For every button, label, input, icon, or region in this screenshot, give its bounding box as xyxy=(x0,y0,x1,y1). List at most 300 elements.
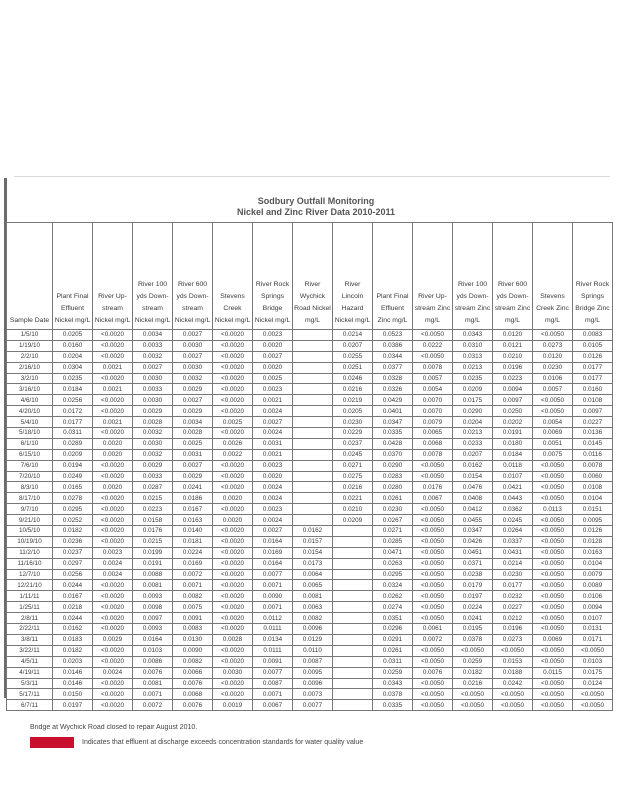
table-cell: 0.0162 xyxy=(293,526,333,537)
table-cell: 0.0311 xyxy=(53,428,93,439)
table-row xyxy=(7,667,613,678)
table-cell: 0.0071 xyxy=(253,689,293,700)
table-cell: 0.0108 xyxy=(573,482,613,493)
table-cell: 0.0066 xyxy=(173,667,213,678)
table-cell: <0.0050 xyxy=(413,689,453,700)
table-cell: 0.0199 xyxy=(133,547,173,558)
table-cell: 0.0078 xyxy=(413,362,453,373)
table-cell: 0.0020 xyxy=(93,438,133,449)
table-cell: 0.0079 xyxy=(573,569,613,580)
table-cell: 0.0072 xyxy=(133,700,173,711)
table-cell xyxy=(293,373,333,384)
table-cell: <0.0050 xyxy=(413,526,453,537)
table-cell: 0.0175 xyxy=(573,667,613,678)
table-cell: 0.0203 xyxy=(53,656,93,667)
table-cell: 0.0030 xyxy=(133,373,173,384)
table-cell: 0.0244 xyxy=(53,580,93,591)
table-cell: 0.0241 xyxy=(453,613,493,624)
table-cell: 0.0027 xyxy=(253,526,293,537)
data-table xyxy=(6,222,613,711)
table-cell: 0.0177 xyxy=(53,417,93,428)
table-cell: 0.0107 xyxy=(493,471,533,482)
table-cell: 0.0249 xyxy=(53,471,93,482)
table-cell: 0.0164 xyxy=(253,558,293,569)
sample-date-cell: 3/2/10 xyxy=(7,373,53,384)
table-cell: 0.0169 xyxy=(253,547,293,558)
table-cell: 0.0183 xyxy=(53,634,93,645)
table-cell: <0.0050 xyxy=(573,700,613,711)
table-cell: 0.0227 xyxy=(493,602,533,613)
table-row xyxy=(7,515,613,526)
table-cell: 0.0177 xyxy=(573,373,613,384)
table-cell: 0.0029 xyxy=(173,406,213,417)
table-cell: <0.0050 xyxy=(533,547,573,558)
table-cell: 0.0126 xyxy=(573,526,613,537)
table-cell: 0.0176 xyxy=(413,482,453,493)
table-cell: 0.0351 xyxy=(373,613,413,624)
table-cell: 0.0057 xyxy=(413,373,453,384)
table-cell: 0.0264 xyxy=(493,526,533,537)
table-cell: 0.0205 xyxy=(333,406,373,417)
table-cell: <0.0020 xyxy=(213,624,253,635)
table-cell: <0.0050 xyxy=(413,602,453,613)
table-cell: 0.0136 xyxy=(573,428,613,439)
table-cell: 0.0343 xyxy=(453,330,493,341)
table-cell: 0.0030 xyxy=(213,667,253,678)
column-header: Sample Date xyxy=(7,223,53,330)
table-cell: 0.0020 xyxy=(213,515,253,526)
table-cell: <0.0050 xyxy=(533,678,573,689)
table-cell xyxy=(333,678,373,689)
legend-text: Indicates that effluent at discharge exceeds concentration standards for water quality value xyxy=(82,739,364,746)
table-cell: 0.0451 xyxy=(453,547,493,558)
table-cell: 0.0426 xyxy=(453,536,493,547)
table-row xyxy=(7,700,613,711)
table-cell xyxy=(333,547,373,558)
table-row xyxy=(7,471,613,482)
sample-date-cell: 4/6/10 xyxy=(7,395,53,406)
table-cell xyxy=(333,569,373,580)
table-cell: <0.0050 xyxy=(533,645,573,656)
title-block xyxy=(126,196,506,218)
sample-date-cell: 11/2/10 xyxy=(7,547,53,558)
table-cell: 0.0335 xyxy=(373,428,413,439)
table-cell: 0.0246 xyxy=(333,373,373,384)
table-cell xyxy=(333,624,373,635)
table-cell: <0.0020 xyxy=(213,526,253,537)
table-cell: <0.0050 xyxy=(533,526,573,537)
table-cell: 0.0023 xyxy=(253,460,293,471)
table-cell: 0.0235 xyxy=(453,373,493,384)
table-cell xyxy=(333,580,373,591)
table-cell: 0.0061 xyxy=(413,624,453,635)
table-cell: 0.0163 xyxy=(573,547,613,558)
table-cell: 0.0150 xyxy=(53,689,93,700)
sample-date-cell: 2/2/10 xyxy=(7,351,53,362)
table-cell: 0.0069 xyxy=(533,428,573,439)
table-cell: 0.0072 xyxy=(173,569,213,580)
table-cell: <0.0050 xyxy=(533,689,573,700)
table-cell: 0.0296 xyxy=(373,624,413,635)
table-cell: 0.0023 xyxy=(253,330,293,341)
table-cell: <0.0050 xyxy=(413,504,453,515)
table-cell: 0.0207 xyxy=(453,449,493,460)
table-cell: 0.0197 xyxy=(53,700,93,711)
table-cell: 0.0347 xyxy=(453,526,493,537)
table-cell: 0.0071 xyxy=(253,602,293,613)
footnote: Bridge at Wychick Road closed to repair August 2010. xyxy=(30,724,198,731)
table-cell: 0.0197 xyxy=(453,591,493,602)
table-cell: 0.0032 xyxy=(133,449,173,460)
table-cell: 0.0095 xyxy=(293,667,333,678)
table-cell: 0.0067 xyxy=(253,700,293,711)
table-cell: 0.0184 xyxy=(493,449,533,460)
table-cell: 0.0032 xyxy=(133,428,173,439)
table-cell: 0.0362 xyxy=(493,504,533,515)
table-cell: <0.0020 xyxy=(93,471,133,482)
table-cell: 0.0401 xyxy=(373,406,413,417)
table-cell: <0.0020 xyxy=(213,460,253,471)
table-cell: <0.0020 xyxy=(93,340,133,351)
table-body xyxy=(7,330,613,711)
table-cell: 0.0230 xyxy=(533,362,573,373)
table-cell: 0.0191 xyxy=(493,428,533,439)
table-cell: 0.0097 xyxy=(493,395,533,406)
table-cell: 0.0027 xyxy=(133,362,173,373)
table-cell: 0.0081 xyxy=(293,591,333,602)
table-cell: <0.0020 xyxy=(93,580,133,591)
table-cell: <0.0050 xyxy=(453,645,493,656)
table-cell: <0.0050 xyxy=(413,536,453,547)
table-cell: 0.0209 xyxy=(453,384,493,395)
table-cell: 0.0241 xyxy=(173,482,213,493)
table-row xyxy=(7,428,613,439)
table-cell: 0.0153 xyxy=(493,656,533,667)
table-row xyxy=(7,689,613,700)
table-cell: 0.0072 xyxy=(413,634,453,645)
table-cell: 0.0177 xyxy=(573,362,613,373)
table-cell: 0.0180 xyxy=(493,438,533,449)
sample-date-cell: 11/16/10 xyxy=(7,558,53,569)
table-cell: <0.0020 xyxy=(93,460,133,471)
table-cell: 0.0224 xyxy=(173,547,213,558)
table-row xyxy=(7,362,613,373)
table-cell: <0.0020 xyxy=(213,689,253,700)
table-cell: 0.0077 xyxy=(253,569,293,580)
table-cell: 0.0090 xyxy=(253,591,293,602)
table-cell: 0.0145 xyxy=(573,438,613,449)
table-cell: 0.0071 xyxy=(133,689,173,700)
table-cell: 0.0034 xyxy=(133,330,173,341)
table-cell xyxy=(293,504,333,515)
table-row xyxy=(7,656,613,667)
table-cell xyxy=(333,634,373,645)
table-cell: <0.0050 xyxy=(493,700,533,711)
table-cell: <0.0020 xyxy=(213,384,253,395)
sample-date-cell: 10/5/10 xyxy=(7,526,53,537)
table-cell xyxy=(333,526,373,537)
table-cell xyxy=(333,645,373,656)
sample-date-cell: 8/3/10 xyxy=(7,482,53,493)
table-cell: <0.0050 xyxy=(573,689,613,700)
sample-date-cell: 3/16/10 xyxy=(7,384,53,395)
table-cell: <0.0020 xyxy=(213,678,253,689)
table-cell: 0.0070 xyxy=(413,395,453,406)
table-cell: <0.0020 xyxy=(213,362,253,373)
table-cell: 0.0091 xyxy=(173,613,213,624)
table-cell: 0.0236 xyxy=(53,536,93,547)
column-header: River Lincoln Hazard Nickel mg/L xyxy=(333,223,373,330)
table-cell: <0.0020 xyxy=(93,700,133,711)
table-cell: 0.0060 xyxy=(573,471,613,482)
table-cell: 0.0259 xyxy=(453,656,493,667)
table-cell: 0.0290 xyxy=(453,406,493,417)
table-cell: 0.0130 xyxy=(173,634,213,645)
top-border-rule xyxy=(14,176,610,177)
table-cell: 0.0230 xyxy=(493,569,533,580)
table-cell: <0.0020 xyxy=(93,515,133,526)
sample-date-cell: 1/19/10 xyxy=(7,340,53,351)
table-cell: 0.0111 xyxy=(253,624,293,635)
table-cell: <0.0020 xyxy=(213,482,253,493)
table-cell xyxy=(293,384,333,395)
column-header: Plant Final Effluent Zinc mg/L xyxy=(373,223,413,330)
table-cell: <0.0020 xyxy=(93,406,133,417)
table-row xyxy=(7,460,613,471)
column-header: River Wychick Road Nickel mg/L xyxy=(293,223,333,330)
table-cell xyxy=(293,340,333,351)
table-cell: 0.0188 xyxy=(493,667,533,678)
table-cell: 0.0103 xyxy=(133,645,173,656)
sample-date-cell: 3/8/11 xyxy=(7,634,53,645)
table-cell: 0.0230 xyxy=(373,504,413,515)
table-cell xyxy=(293,428,333,439)
table-cell: 0.0256 xyxy=(53,569,93,580)
table-cell: <0.0020 xyxy=(213,406,253,417)
table-row xyxy=(7,558,613,569)
table-cell: 0.0245 xyxy=(333,449,373,460)
table-cell: 0.0077 xyxy=(293,700,333,711)
table-cell: 0.0262 xyxy=(373,591,413,602)
table-cell: 0.0021 xyxy=(93,362,133,373)
column-header: River Rock Springs Bridge Zinc mg/L xyxy=(573,223,613,330)
table-cell: <0.0050 xyxy=(573,645,613,656)
table-cell: 0.0077 xyxy=(253,667,293,678)
table-cell: 0.0079 xyxy=(413,417,453,428)
table-cell: <0.0020 xyxy=(93,689,133,700)
table-cell: 0.0029 xyxy=(133,406,173,417)
table-cell: 0.0275 xyxy=(333,471,373,482)
table-cell: 0.0237 xyxy=(333,438,373,449)
table-cell xyxy=(333,689,373,700)
table-cell: 0.0157 xyxy=(293,536,333,547)
table-cell: 0.0020 xyxy=(253,471,293,482)
table-cell: <0.0050 xyxy=(533,591,573,602)
table-cell: <0.0050 xyxy=(533,536,573,547)
table-cell: 0.0162 xyxy=(53,624,93,635)
column-header: River 600 yds Down-stream Nickel mg/L xyxy=(173,223,213,330)
table-cell: 0.0173 xyxy=(293,558,333,569)
table-cell: 0.0412 xyxy=(453,504,493,515)
table-cell: 0.0120 xyxy=(493,330,533,341)
table-cell: 0.0054 xyxy=(533,417,573,428)
table-cell: <0.0020 xyxy=(93,656,133,667)
table-cell: 0.0523 xyxy=(373,330,413,341)
table-cell: 0.0146 xyxy=(53,678,93,689)
table-cell: 0.0027 xyxy=(173,395,213,406)
table-cell: 0.0371 xyxy=(453,558,493,569)
table-cell: 0.0326 xyxy=(373,384,413,395)
table-cell: 0.0160 xyxy=(53,340,93,351)
table-cell: <0.0050 xyxy=(533,471,573,482)
footer xyxy=(30,724,590,748)
table-cell: 0.0335 xyxy=(373,700,413,711)
table-cell: 0.0064 xyxy=(293,569,333,580)
table-cell: 0.0237 xyxy=(53,547,93,558)
table-cell: 0.0229 xyxy=(333,428,373,439)
sample-date-cell: 1/11/11 xyxy=(7,591,53,602)
table-cell: 0.0023 xyxy=(253,504,293,515)
table-cell: 0.0033 xyxy=(133,340,173,351)
table-row xyxy=(7,330,613,341)
table-cell: <0.0050 xyxy=(533,569,573,580)
table-cell: 0.0347 xyxy=(373,417,413,428)
sample-date-cell: 6/15/10 xyxy=(7,449,53,460)
table-cell: 0.0140 xyxy=(173,526,213,537)
table-cell: 0.0222 xyxy=(413,340,453,351)
table-cell: 0.0096 xyxy=(293,678,333,689)
table-cell: 0.0204 xyxy=(53,351,93,362)
table-cell: <0.0050 xyxy=(533,406,573,417)
table-cell: 0.0024 xyxy=(93,667,133,678)
table-cell: 0.0028 xyxy=(133,417,173,428)
table-cell: <0.0020 xyxy=(93,526,133,537)
sample-date-cell: 4/19/11 xyxy=(7,667,53,678)
table-cell: 0.0076 xyxy=(133,667,173,678)
table-row xyxy=(7,482,613,493)
table-cell: 0.0095 xyxy=(573,515,613,526)
table-cell: 0.0019 xyxy=(213,700,253,711)
table-cell xyxy=(333,536,373,547)
legend-swatch xyxy=(30,737,74,748)
table-cell: 0.0216 xyxy=(453,678,493,689)
table-cell: 0.0223 xyxy=(493,373,533,384)
sample-date-cell: 6/1/10 xyxy=(7,438,53,449)
sample-date-cell: 3/22/11 xyxy=(7,645,53,656)
table-cell: <0.0050 xyxy=(533,330,573,341)
table-cell: 0.0087 xyxy=(253,678,293,689)
table-cell: 0.0278 xyxy=(53,493,93,504)
sample-date-cell: 8/17/10 xyxy=(7,493,53,504)
table-row xyxy=(7,373,613,384)
table-cell: 0.0245 xyxy=(493,515,533,526)
table-cell: <0.0020 xyxy=(213,645,253,656)
table-cell: 0.0386 xyxy=(373,340,413,351)
table-cell: 0.0195 xyxy=(453,624,493,635)
table-cell: 0.0471 xyxy=(373,547,413,558)
table-cell: 0.0443 xyxy=(493,493,533,504)
table-cell: <0.0020 xyxy=(93,428,133,439)
table-cell: <0.0050 xyxy=(493,689,533,700)
document-title: Sodbury Outfall Monitoring xyxy=(257,196,375,206)
table-cell: 0.0027 xyxy=(253,417,293,428)
table-cell: 0.0244 xyxy=(53,613,93,624)
table-cell: 0.0151 xyxy=(573,504,613,515)
table-cell: 0.0054 xyxy=(413,384,453,395)
table-cell: <0.0020 xyxy=(213,656,253,667)
table-cell: 0.0267 xyxy=(373,515,413,526)
table-cell: 0.0216 xyxy=(333,384,373,395)
table-cell: <0.0050 xyxy=(413,558,453,569)
table-row xyxy=(7,351,613,362)
table-cell: 0.0215 xyxy=(133,493,173,504)
table-cell: 0.0295 xyxy=(53,504,93,515)
sample-date-cell: 6/7/11 xyxy=(7,700,53,711)
table-cell: 0.0026 xyxy=(213,438,253,449)
table-row xyxy=(7,536,613,547)
table-row xyxy=(7,417,613,428)
table-cell xyxy=(293,351,333,362)
sample-date-cell: 2/16/10 xyxy=(7,362,53,373)
table-cell: 0.0111 xyxy=(253,645,293,656)
table-cell: <0.0020 xyxy=(213,569,253,580)
table-cell: 0.0021 xyxy=(253,395,293,406)
table-cell: 0.0030 xyxy=(173,362,213,373)
table-cell xyxy=(293,406,333,417)
table-cell: 0.0378 xyxy=(373,689,413,700)
table-cell: 0.0083 xyxy=(573,330,613,341)
sample-date-cell: 7/20/10 xyxy=(7,471,53,482)
sample-date-cell: 9/7/10 xyxy=(7,504,53,515)
column-header: River Up-stream Nickel mg/L xyxy=(93,223,133,330)
table-cell: 0.0091 xyxy=(253,656,293,667)
table-cell xyxy=(293,471,333,482)
table-cell: 0.0290 xyxy=(373,460,413,471)
table-cell: 0.0106 xyxy=(533,373,573,384)
table-cell: 0.0328 xyxy=(373,373,413,384)
table-cell: <0.0050 xyxy=(533,656,573,667)
table-cell: 0.0273 xyxy=(493,634,533,645)
table-cell: <0.0050 xyxy=(413,613,453,624)
table-cell: 0.0295 xyxy=(373,569,413,580)
table-cell: 0.0324 xyxy=(373,580,413,591)
scanned-document xyxy=(6,196,612,711)
table-cell: <0.0050 xyxy=(533,558,573,569)
table-cell: 0.0025 xyxy=(253,373,293,384)
table-cell: 0.0087 xyxy=(293,656,333,667)
table-cell: 0.0070 xyxy=(413,406,453,417)
table-cell: 0.0233 xyxy=(453,438,493,449)
table-cell: 0.0076 xyxy=(173,678,213,689)
table-cell: <0.0050 xyxy=(533,515,573,526)
table-cell: 0.0029 xyxy=(133,460,173,471)
legend xyxy=(30,737,590,748)
table-cell: 0.0297 xyxy=(53,558,93,569)
table-cell: 0.0097 xyxy=(573,406,613,417)
table-cell: <0.0020 xyxy=(93,536,133,547)
sample-date-cell: 7/6/10 xyxy=(7,460,53,471)
table-cell: 0.0024 xyxy=(253,482,293,493)
table-cell: 0.0429 xyxy=(373,395,413,406)
table-cell: 0.0086 xyxy=(133,656,173,667)
table-cell: 0.0273 xyxy=(533,340,573,351)
table-cell: 0.0214 xyxy=(493,558,533,569)
table-cell: 0.0094 xyxy=(573,602,613,613)
table-cell: 0.0126 xyxy=(573,351,613,362)
table-cell: <0.0050 xyxy=(533,624,573,635)
table-cell: <0.0020 xyxy=(213,591,253,602)
table-row xyxy=(7,340,613,351)
